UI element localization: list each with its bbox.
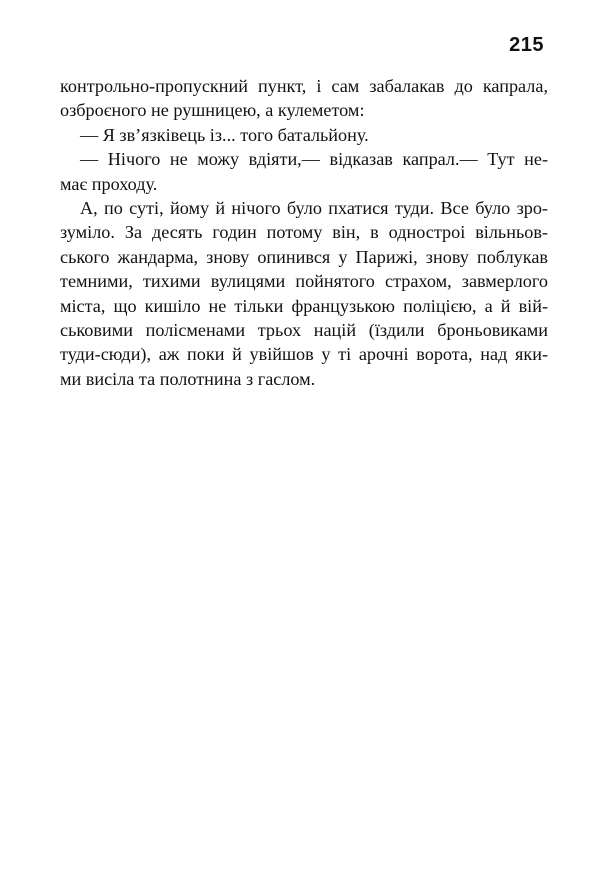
text-line: ського жандарма, знову опинився у Парижі, знову поблукав xyxy=(60,246,548,267)
text-line: А, по суті, йому й нічого було пхатися туди. Все було зро- xyxy=(80,197,548,218)
text-line: туди-сюди), аж поки й увійшов у ті арочні ворота, над яки- xyxy=(60,344,548,365)
text-line: ми висіла та полотнина з гаслом. xyxy=(60,368,316,389)
text-line: — Нічого не можу вдіяти,— відказав капрал.— Тут не- xyxy=(80,149,548,170)
text-line: має проходу. xyxy=(60,173,158,194)
text-line: контрольно-пропускний пункт, і сам забалакав до капрала, xyxy=(60,76,548,96)
page-number: 215 xyxy=(509,34,544,56)
text-line: темними, тихими вулицями пойнятого страхом, завмерлого xyxy=(60,271,548,292)
text-line: ськовими полісменами трьох націй (їздили броньовиками xyxy=(60,319,548,340)
text-line: озброєного не рушницею, а кулеметом: xyxy=(60,100,365,121)
text-line: міста, що кишіло не тільки французькою поліцією, а й вій- xyxy=(60,295,548,316)
text-line: зуміло. За десять годин потому він, в одностроі вільньов- xyxy=(60,222,548,243)
text-line: — Я зв’язківець із... того батальйону. xyxy=(80,124,369,145)
body-text xyxy=(60,74,548,391)
